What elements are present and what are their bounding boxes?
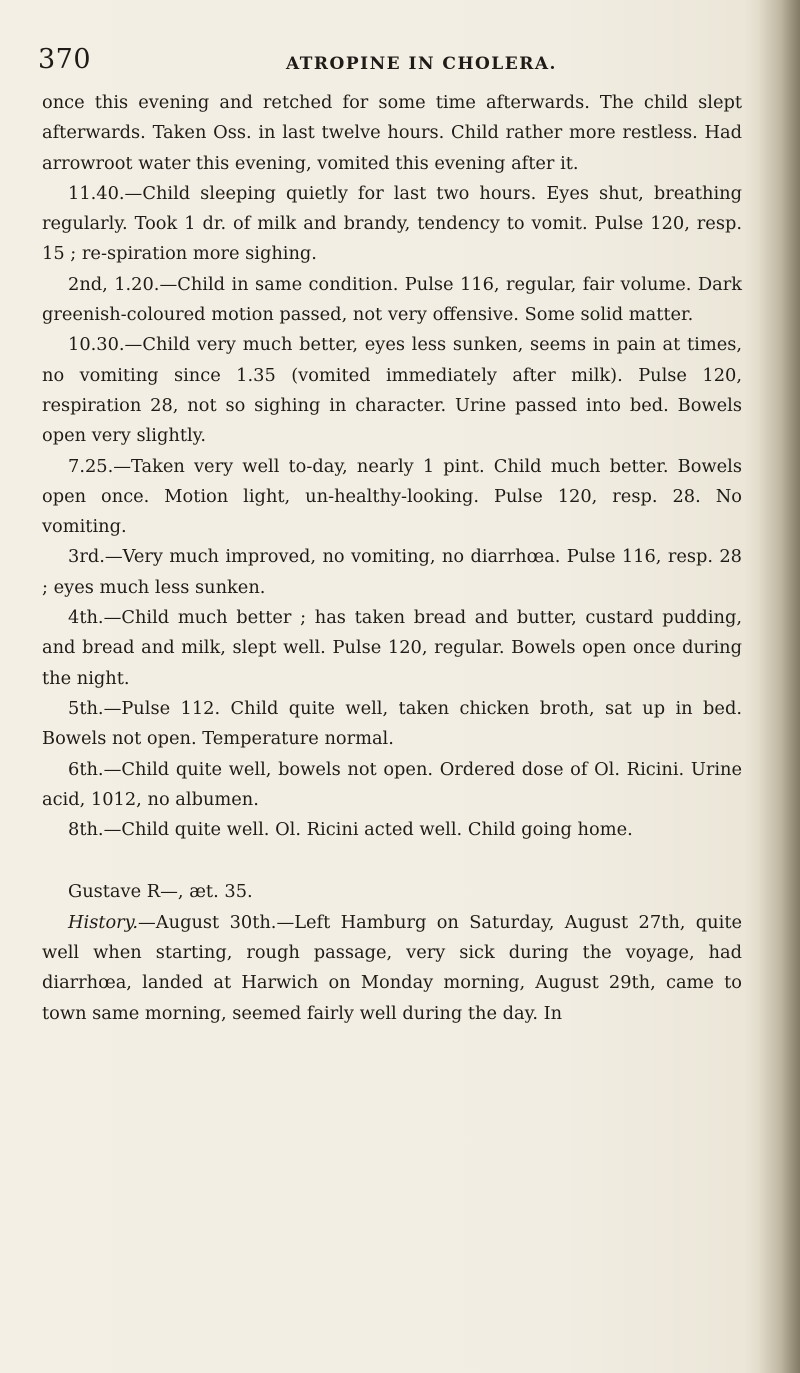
paragraph-entry-2nd: 2nd, 1.20.—Child in same condition. Pulse 116, regular, fair volume. Dark greenish-coloured motion passed, not very offensive. Some solid matter. — [42, 273, 742, 326]
page-number: 370 — [38, 44, 92, 75]
page-header — [38, 44, 738, 84]
section-gap — [42, 845, 742, 877]
history-label: History. — [68, 911, 139, 933]
paragraph-entry-1030: 10.30.—Child very much better, eyes less sunken, seems in pain at times, no vomiting since 1.35 (vomited immediately after milk). Pulse 120, respiration 28, not so sighing in character. Urine passed into bed. Bowels open very slightly. — [42, 334, 742, 447]
paragraph-entry-725: 7.25.—Taken very well to-day, nearly 1 pint. Child much better. Bowels open once. Motion light, un-healthy-looking. Pulse 120, resp. 28. No vomiting. — [42, 455, 742, 538]
paragraph-continued: once this evening and retched for some time afterwards. The child slept afterwards. Taken Oss. in last twelve hours. Child rather more restless. Had arrowroot water this evening, vomited this evening after it. — [42, 92, 742, 174]
history-text: —August 30th.—Left Hamburg on Saturday, August 27th, quite well when starting, rough passage, very sick during the voyage, had diarrhœa, landed at Harwich on Monday morning, August 29th, came to town same morning, seemed fairly well during the day. In — [42, 911, 742, 1024]
paragraph-entry-4th: 4th.—Child much better ; has taken bread and butter, custard pudding, and bread and milk, slept well. Pulse 120, regular. Bowels open once during the night. — [42, 607, 742, 689]
body-text — [42, 88, 742, 1029]
paragraph-entry-5th: 5th.—Pulse 112. Child quite well, taken chicken broth, sat up in bed. Bowels not open. Temperature normal. — [42, 697, 742, 750]
running-head: ATROPINE IN CHOLERA. — [286, 54, 557, 74]
page-spine-shadow — [758, 0, 800, 1373]
paragraph-entry-3rd: 3rd.—Very much improved, no vomiting, no diarrhœa. Pulse 116, resp. 28 ; eyes much less sunken. — [42, 546, 742, 598]
paragraph-entry-6th: 6th.—Child quite well, bowels not open. Ordered dose of Ol. Ricini. Urine acid, 1012, no albumen. — [42, 758, 742, 810]
case-history-paragraph — [42, 908, 742, 1029]
case-patient-line: Gustave R—, æt. 35. — [68, 881, 253, 903]
paragraph-entry-1140: 11.40.—Child sleeping quietly for last two hours. Eyes shut, breathing regularly. Took 1 dr. of milk and brandy, tendency to vomit. Pulse 120, resp. 15 ; re-spiration more sighing. — [42, 182, 742, 265]
paragraph-entry-8th: 8th.—Child quite well. Ol. Ricini acted well. Child going home. — [68, 819, 633, 841]
